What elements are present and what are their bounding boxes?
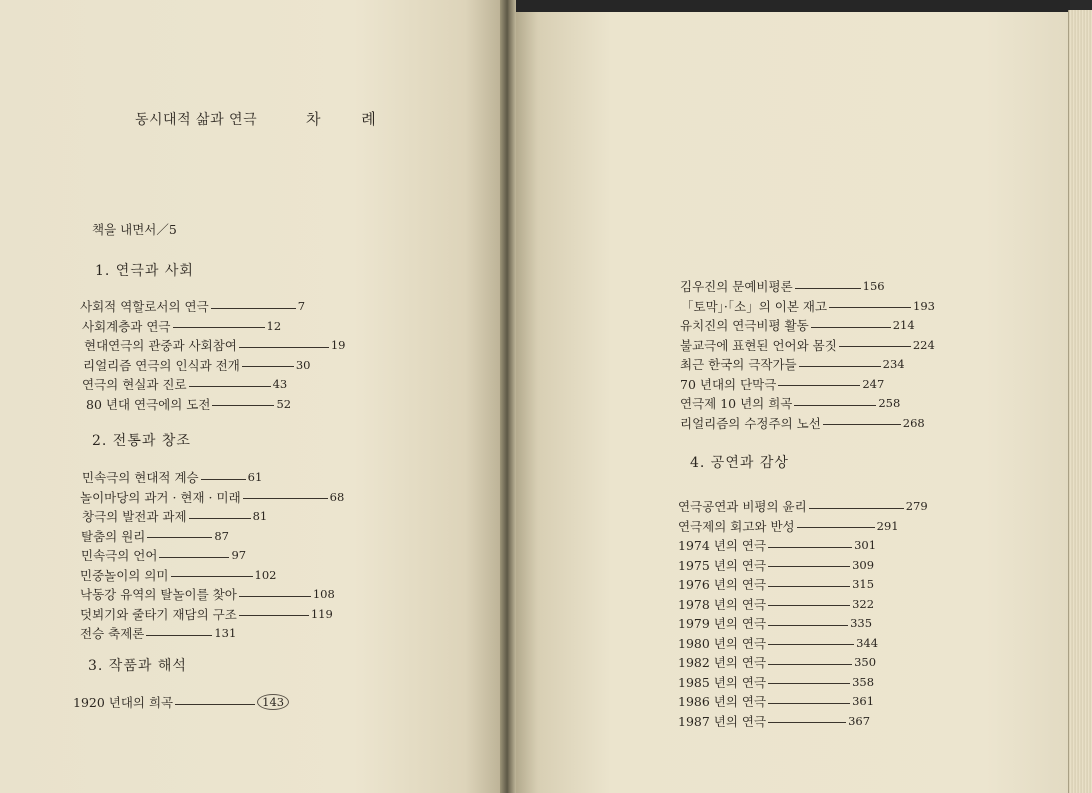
toc-page-number: 224 [912,337,935,352]
dot-leader [201,479,246,480]
dot-leader [768,664,852,665]
toc-entry-title: 리얼리즘의 수정주의 노선 [680,415,821,431]
dot-leader [811,327,891,328]
toc-entry [678,537,876,553]
toc-page-number: 301 [854,538,877,552]
dot-leader [823,424,901,425]
dot-leader [239,596,311,597]
toc-entry [680,376,884,392]
toc-entry-title: 사회계층과 연극 [82,318,171,334]
dot-leader [171,576,253,577]
dot-leader [239,615,309,616]
toc-entry-title: 1986 년의 연극 [678,694,767,709]
toc-page-number: 52 [276,396,292,411]
toc-page-number: 30 [295,357,311,372]
toc-entry [80,586,335,602]
running-header [135,108,394,129]
toc-entry [678,693,874,709]
toc-entry-title: 유치진의 연극비평 활동 [680,318,809,333]
toc-page-number: 193 [913,298,935,313]
dot-leader [797,527,875,528]
toc-page-number: 344 [856,635,879,650]
toc-page-number: 279 [905,499,928,513]
toc-entry [82,469,262,485]
toc-entry-title: 민속극의 언어 [81,548,158,563]
toc-entry [81,528,229,544]
dot-leader [211,308,296,309]
toc-entry-title: 덧뵈기와 줄타기 재담의 구조 [80,606,237,622]
toc-entry [680,337,935,353]
dot-leader [242,366,294,367]
toc-page-number: 131 [214,626,237,640]
dot-leader [212,405,274,406]
toc-page-number: 291 [876,518,899,533]
toc-entry-title: 80 년대 연극에의 도전 [86,396,211,412]
dot-leader [799,366,881,367]
toc-entry [82,376,287,392]
toc-page-number: 19 [330,338,346,352]
toc-page-number: 143 [257,694,289,710]
preface-entry: 책을 내면서／5 [92,222,177,237]
toc-entry [681,298,935,314]
toc-entry-title: 민속극의 현대적 계승 [82,470,199,485]
dot-leader [795,288,861,289]
toc-page-number: 315 [852,577,875,591]
toc-entry-title: 민중놀이의 의미 [80,567,169,583]
toc-page-number: 68 [329,489,345,504]
toc-entry-title: 1974 년의 연극 [678,538,767,553]
dot-leader [778,385,860,386]
toc-entry-title: 70 년대의 단막극 [680,376,777,392]
toc-entry [678,654,876,670]
toc-entry [83,357,310,373]
toc-entry-title: 김우진의 문예비평론 [680,279,793,294]
toc-entry [680,317,915,333]
section-title-1: 1. 연극과 사회 [95,263,194,279]
toc-page-number: 234 [882,357,905,371]
dot-leader [768,566,850,567]
toc-entry-title: 연극제의 회고와 반성 [678,518,795,534]
toc-page-number: 309 [852,557,875,572]
toc-entry-title: 사회적 역할로서의 연극 [80,299,209,314]
toc-entry [678,576,874,592]
toc-page-number: 247 [862,376,885,391]
toc-page-number: 7 [297,299,306,313]
toc-entry-title: 1980 년의 연극 [678,635,767,651]
toc-page-number: 108 [312,587,335,601]
toc-page-number: 322 [852,596,875,611]
toc-entry [80,298,305,314]
toc-page-number: 214 [892,318,915,332]
book-gutter [500,0,516,793]
toc-entry-title: 1975 년의 연극 [678,557,767,573]
toc-entry [80,606,333,622]
toc-entry [678,518,899,534]
dot-leader [173,327,265,328]
toc-entry [678,674,874,690]
toc-page-number: 268 [902,415,925,430]
toc-entry-title: 최근 한국의 극작가들 [680,357,797,372]
dot-leader [768,722,846,723]
toc-page-number: 87 [214,528,229,543]
toc-entry [86,396,291,412]
toc-entry-title: 연극공연과 비평의 윤리 [678,499,807,514]
toc-entry [678,713,870,729]
toc-page-number: 81 [252,509,268,523]
book-title: 동시대적 삶과 연극 [135,112,258,128]
dot-leader [829,307,911,308]
toc-entry [80,567,276,583]
toc-entry [680,415,925,431]
dot-leader [839,346,911,347]
toc-entry-title: 창극의 발전과 과제 [82,509,187,524]
dot-leader [159,557,229,558]
toc-entry-title: 1985 년의 연극 [678,674,767,690]
toc-entry-title: 현대연극의 관중과 사회참여 [84,338,237,353]
section-title-3: 3. 작품과 해석 [88,658,187,674]
toc-page-number: 61 [247,470,263,484]
toc-entry [82,508,267,524]
toc-entry-title: 1987 년의 연극 [678,713,767,729]
toc-page-number: 367 [848,713,871,728]
toc-page-number: 361 [852,694,875,708]
toc-entry [84,337,346,353]
toc-entry-title: 「토막」·「소」의 이본 재고 [681,298,828,314]
toc-entry-title: 연극제 10 년의 희곡 [680,396,793,411]
page-edges [1068,10,1092,793]
toc-page-number: 335 [850,616,873,630]
toc-entry-title: 탈춤의 원리 [81,528,146,544]
toc-entry [81,547,246,563]
dot-leader [239,347,329,348]
dot-leader [768,586,850,587]
dot-leader [768,703,850,704]
toc-entry-title: 불교극에 표현된 언어와 몸짓 [680,337,837,353]
toc-page-number: 156 [862,279,885,293]
dot-leader [189,518,251,519]
toc-entry [678,498,928,514]
dot-leader [243,498,328,499]
toc-entry-title: 1976 년의 연극 [678,577,767,592]
dot-leader [189,386,271,387]
toc-entry [678,635,878,651]
dot-leader [175,704,255,705]
toc-entry-title: 1979 년의 연극 [678,616,767,631]
toc-page-number: 358 [852,674,875,689]
toc-entry-title: 1982 년의 연극 [678,655,767,670]
toc-page-number: 43 [272,377,288,391]
toc-entry-title: 1920 년대의 희곡 [73,695,174,710]
toc-entry-title: 연극의 현실과 진로 [82,377,187,392]
toc-entry [678,557,874,573]
toc-entry [680,395,900,411]
toc-page-number: 97 [231,548,247,562]
toc-entry [80,489,344,505]
toc-page-number: 102 [254,567,277,582]
dot-leader [768,644,854,645]
toc-heading: 차 례 [306,110,394,128]
dot-leader [809,508,904,509]
toc-page-number: 350 [854,655,877,669]
dot-leader [768,547,852,548]
toc-entry-title: 1978 년의 연극 [678,596,767,612]
section-title-4: 4. 공연과 감상 [690,455,789,471]
dot-leader [146,635,212,636]
dot-leader [794,405,876,406]
dot-leader [147,537,212,538]
toc-page-number: 12 [266,318,282,333]
section-title-2: 2. 전통과 창조 [92,433,191,449]
dot-leader [768,625,848,626]
toc-entry [73,694,289,710]
toc-entry [82,318,281,334]
toc-entry [678,596,874,612]
toc-entry-title: 리얼리즘 연극의 인식과 전개 [83,357,240,373]
toc-entry-title: 놀이마당의 과거 · 현재 · 미래 [80,489,241,505]
toc-entry [80,625,236,641]
dot-leader [768,683,850,684]
toc-entry-title: 낙동강 유역의 탈놀이를 찾아 [80,587,237,602]
dot-leader [768,605,850,606]
toc-entry [680,356,905,372]
toc-entry-title: 전승 축제론 [80,626,145,641]
toc-page-number: 119 [310,606,333,621]
toc-entry [680,278,885,294]
toc-page-number: 258 [878,396,901,410]
toc-entry [678,615,872,631]
